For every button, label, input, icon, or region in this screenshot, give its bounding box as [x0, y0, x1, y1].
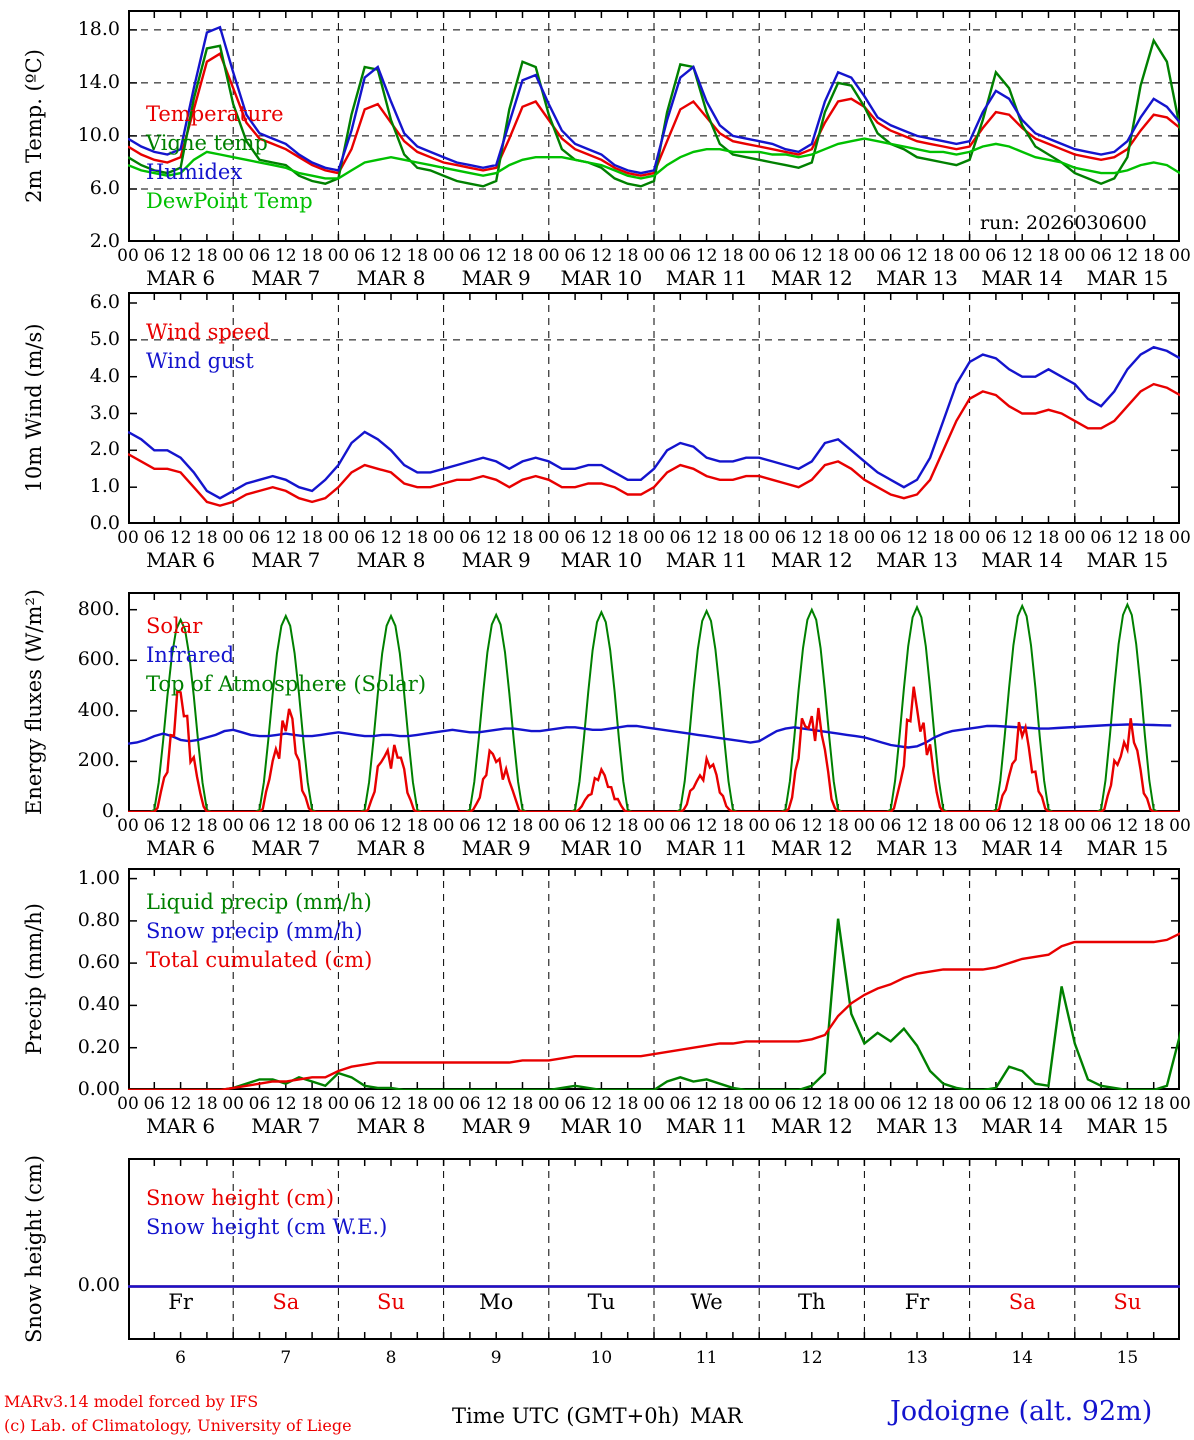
x-date-label: MAR 9	[461, 1114, 531, 1138]
legend-item: Wind speed	[146, 320, 271, 344]
bottom-day-label: Fr	[904, 1290, 930, 1314]
x-date-label: MAR 11	[665, 1114, 748, 1138]
x-hour-tick: 06	[774, 816, 797, 836]
bottom-day-label: Tu	[587, 1290, 616, 1314]
x-date-label: MAR 10	[560, 1114, 643, 1138]
x-hour-tick: 12	[590, 816, 613, 836]
x-hour-tick: 12	[906, 528, 928, 548]
temperature-panel	[128, 10, 1180, 242]
x-hour-tick: 06	[248, 528, 271, 548]
y-tick-label: 3.0	[89, 401, 120, 424]
y-tick-label: 1.0	[89, 475, 120, 498]
x-hour-tick: 06	[985, 246, 1007, 266]
x-hour-tick: 00	[327, 528, 350, 548]
x-hour-tick: 06	[353, 528, 376, 548]
x-hour-tick: 12	[1116, 246, 1139, 266]
x-date-label: MAR 14	[981, 548, 1064, 572]
x-hour-tick: 06	[669, 1094, 692, 1114]
x-date-label: MAR 13	[876, 1114, 958, 1138]
x-date-label: MAR 8	[356, 836, 426, 860]
x-hour-tick: 18	[1142, 816, 1165, 836]
footer-lab-credit: (c) Lab. of Climatology, University of Liege	[4, 1416, 352, 1435]
x-date-label: MAR 8	[356, 1114, 426, 1138]
x-date-label: MAR 11	[665, 836, 748, 860]
footer-model-credit: MARv3.14 model forced by IFS	[4, 1392, 259, 1411]
legend-item: Infrared	[146, 643, 235, 667]
x-hour-tick: 12	[1011, 1094, 1033, 1114]
x-hour-tick: 06	[1090, 246, 1112, 266]
x-hour-tick: 06	[459, 246, 481, 266]
y-tick-label: 10.0	[77, 123, 120, 146]
x-hour-tick: 00	[958, 1094, 981, 1114]
x-hour-tick: 06	[353, 1094, 376, 1114]
x-hour-tick: 00	[327, 816, 350, 836]
x-hour-tick: 18	[827, 246, 849, 266]
x-hour-tick: 06	[1090, 816, 1112, 836]
x-hour-tick: 06	[985, 816, 1007, 836]
x-hour-tick-row	[0, 528, 1194, 550]
x-hour-tick: 18	[406, 1094, 429, 1114]
bottom-day-number: 11	[695, 1348, 718, 1368]
x-date-label: MAR 15	[1086, 1114, 1169, 1138]
x-hour-tick: 18	[932, 816, 955, 836]
x-hour-tick: 18	[932, 1094, 955, 1114]
y-tick-label: 200.	[77, 749, 120, 772]
x-hour-tick-row	[0, 816, 1194, 838]
x-hour-tick: 12	[800, 1094, 823, 1114]
x-hour-tick: 00	[1063, 816, 1086, 836]
x-hour-tick: 18	[406, 528, 429, 548]
bottom-day-number: 13	[906, 1348, 928, 1368]
x-hour-tick: 12	[1116, 816, 1139, 836]
x-date-label: MAR 6	[146, 548, 216, 572]
bottom-day-label: Mo	[479, 1290, 514, 1314]
x-hour-tick: 06	[353, 816, 376, 836]
x-hour-tick: 12	[1011, 246, 1033, 266]
x-hour-tick: 06	[248, 246, 271, 266]
x-hour-tick: 00	[327, 246, 350, 266]
x-hour-tick: 18	[1037, 246, 1060, 266]
x-hour-tick: 00	[958, 816, 981, 836]
x-hour-tick: 00	[222, 1094, 244, 1114]
x-hour-tick: 18	[616, 1094, 639, 1114]
y-tick-label: 0.40	[77, 993, 120, 1016]
x-hour-tick: 12	[169, 1094, 192, 1114]
x-hour-tick: 00	[432, 246, 455, 266]
x-hour-tick: 18	[616, 246, 639, 266]
x-hour-tick: 06	[985, 1094, 1007, 1114]
x-hour-tick: 06	[1090, 528, 1112, 548]
x-hour-tick-row	[0, 1094, 1194, 1116]
x-date-label: MAR 15	[1086, 548, 1169, 572]
x-hour-tick: 12	[169, 816, 192, 836]
bottom-day-number: 14	[1011, 1348, 1033, 1368]
y-tick-label: 600.	[77, 648, 120, 671]
x-hour-tick: 18	[301, 816, 323, 836]
x-hour-tick: 18	[301, 246, 323, 266]
y-tick-label: 400.	[77, 698, 120, 721]
y-tick-label: 0.	[101, 800, 120, 822]
x-hour-tick: 18	[406, 816, 429, 836]
x-date-label: MAR 7	[251, 548, 321, 572]
bottom-day-label: Su	[377, 1290, 405, 1314]
y-tick-label: 2.0	[89, 438, 120, 461]
x-hour-tick: 18	[511, 528, 534, 548]
x-hour-tick: 06	[353, 246, 376, 266]
x-hour-tick: 00	[643, 1094, 665, 1114]
x-hour-tick: 00	[853, 816, 876, 836]
x-hour-tick: 12	[169, 246, 192, 266]
x-axis-title: Time UTC (GMT+0h)	[452, 1404, 680, 1428]
x-date-label: MAR 7	[251, 836, 321, 860]
x-hour-tick: 18	[722, 816, 744, 836]
legend-item: Solar	[146, 614, 203, 638]
x-hour-tick: 00	[327, 1094, 350, 1114]
x-hour-tick: 00	[853, 528, 876, 548]
x-hour-tick: 12	[1116, 528, 1139, 548]
x-date-label: MAR 14	[981, 266, 1064, 290]
x-hour-tick: 18	[511, 816, 534, 836]
y-axis-label: Snow height (cm)	[22, 1154, 46, 1344]
x-hour-tick: 00	[537, 1094, 560, 1114]
y-tick-label: 5.0	[89, 327, 120, 350]
legend-item: DewPoint Temp	[146, 189, 313, 213]
x-hour-tick: 00	[117, 246, 139, 266]
x-hour-tick: 00	[222, 816, 244, 836]
x-date-label: MAR 6	[146, 266, 216, 290]
x-hour-tick: 12	[485, 246, 507, 266]
x-hour-tick: 06	[564, 246, 586, 266]
y-tick-label: 4.0	[89, 364, 120, 387]
x-hour-tick: 18	[1142, 528, 1165, 548]
x-hour-tick: 00	[1169, 528, 1191, 548]
legend-item: Top of Atmosphere (Solar)	[146, 672, 427, 696]
x-hour-tick: 18	[1037, 816, 1060, 836]
x-hour-tick: 18	[301, 1094, 323, 1114]
x-hour-tick: 18	[196, 1094, 218, 1114]
x-hour-tick: 06	[1090, 1094, 1112, 1114]
x-date-label: MAR 8	[356, 266, 426, 290]
x-hour-tick: 18	[1142, 1094, 1165, 1114]
x-hour-tick: 06	[459, 1094, 481, 1114]
x-hour-tick: 00	[643, 246, 665, 266]
x-hour-tick: 12	[380, 528, 402, 548]
x-hour-tick: 00	[853, 246, 876, 266]
x-hour-tick: 18	[196, 528, 218, 548]
legend-item: Liquid precip (mm/h)	[146, 890, 372, 914]
energy-fluxes-panel	[128, 592, 1180, 812]
x-hour-tick: 00	[748, 528, 770, 548]
x-date-label: MAR 14	[981, 836, 1064, 860]
x-hour-tick: 18	[1037, 528, 1060, 548]
x-date-label: MAR 9	[461, 266, 531, 290]
y-tick-label: 0.20	[77, 1035, 120, 1058]
x-date-label: MAR 10	[560, 836, 643, 860]
bottom-day-number: 7	[280, 1348, 292, 1368]
y-tick-label: 800.	[77, 597, 120, 620]
bottom-day-number: 9	[490, 1348, 502, 1368]
x-hour-tick: 06	[669, 816, 692, 836]
bottom-day-number: 10	[590, 1348, 613, 1368]
x-hour-tick: 18	[932, 528, 955, 548]
x-hour-tick: 00	[643, 816, 665, 836]
x-hour-tick: 12	[906, 246, 928, 266]
x-hour-tick: 00	[643, 528, 665, 548]
legend-item: Temperature	[146, 102, 284, 126]
x-date-label: MAR 12	[770, 1114, 853, 1138]
x-hour-tick: 12	[169, 528, 192, 548]
x-hour-tick: 06	[248, 816, 271, 836]
x-hour-tick: 00	[748, 246, 770, 266]
x-date-label: MAR 6	[146, 1114, 216, 1138]
x-hour-tick: 06	[879, 1094, 902, 1114]
x-hour-tick: 00	[1169, 246, 1191, 266]
x-hour-tick: 00	[748, 1094, 770, 1114]
y-axis-label: 2m Temp. (ºC)	[22, 49, 46, 203]
x-hour-tick: 06	[985, 528, 1007, 548]
x-hour-tick: 00	[537, 816, 560, 836]
x-hour-tick: 18	[406, 246, 429, 266]
x-hour-tick: 00	[958, 246, 981, 266]
x-hour-tick: 12	[800, 246, 823, 266]
x-hour-tick: 12	[906, 1094, 928, 1114]
legend-item: Snow height (cm W.E.)	[146, 1215, 388, 1239]
x-hour-tick: 12	[485, 528, 507, 548]
bottom-day-label: Sa	[1008, 1290, 1036, 1314]
x-hour-tick: 18	[1037, 1094, 1060, 1114]
x-hour-tick: 12	[274, 1094, 297, 1114]
x-hour-tick: 00	[117, 816, 139, 836]
x-date-label: MAR 12	[770, 548, 853, 572]
x-hour-tick: 00	[222, 246, 244, 266]
x-hour-tick: 18	[616, 816, 639, 836]
x-date-label: MAR 9	[461, 548, 531, 572]
x-hour-tick: 18	[827, 528, 849, 548]
x-date-label: MAR 15	[1086, 266, 1169, 290]
x-hour-tick: 18	[722, 1094, 744, 1114]
y-tick-label: 6.0	[89, 176, 120, 199]
x-hour-tick: 18	[196, 816, 218, 836]
legend-item: Total cumulated (cm)	[146, 948, 373, 972]
legend-item: Snow height (cm)	[146, 1186, 335, 1210]
x-hour-tick: 06	[143, 528, 166, 548]
precip-panel	[128, 868, 1180, 1090]
x-date-label: MAR 11	[665, 266, 748, 290]
y-tick-label: 0.60	[77, 951, 120, 974]
y-tick-label: 14.0	[77, 70, 120, 93]
wind-panel	[128, 292, 1180, 524]
x-axis-month: MAR	[690, 1404, 743, 1428]
bottom-day-label: Fr	[168, 1290, 193, 1314]
x-hour-tick: 12	[1011, 816, 1033, 836]
y-axis-label: Energy fluxes (W/m²)	[22, 589, 46, 815]
x-hour-tick: 12	[380, 246, 402, 266]
bottom-day-label: We	[690, 1290, 723, 1314]
x-hour-tick: 00	[117, 1094, 139, 1114]
x-hour-tick: 06	[879, 246, 902, 266]
x-hour-tick-row	[0, 246, 1194, 268]
x-hour-tick: 12	[485, 1094, 507, 1114]
x-date-label: MAR 15	[1086, 836, 1169, 860]
x-date-label: MAR 10	[560, 266, 643, 290]
x-hour-tick: 12	[695, 816, 718, 836]
x-hour-tick: 12	[695, 246, 718, 266]
x-hour-tick: 18	[722, 246, 744, 266]
bottom-day-number: 8	[385, 1348, 397, 1368]
x-hour-tick: 12	[800, 816, 823, 836]
x-hour-tick: 18	[932, 246, 955, 266]
x-hour-tick: 00	[1063, 246, 1086, 266]
y-tick-label: 0.00	[77, 1274, 120, 1297]
y-tick-label: 0.0	[89, 512, 120, 534]
x-hour-tick: 06	[774, 246, 797, 266]
x-date-label: MAR 13	[876, 836, 958, 860]
x-hour-tick: 06	[774, 528, 797, 548]
x-hour-tick: 00	[1063, 528, 1086, 548]
x-hour-tick: 06	[143, 246, 166, 266]
y-tick-label: 0.80	[77, 908, 120, 931]
station-label: Jodoigne (alt. 92m)	[890, 1396, 1153, 1427]
bottom-day-label: Su	[1113, 1290, 1142, 1314]
x-hour-tick: 18	[511, 246, 534, 266]
x-hour-tick: 00	[222, 528, 244, 548]
x-hour-tick: 12	[800, 528, 823, 548]
x-hour-tick: 12	[380, 816, 402, 836]
x-hour-tick: 06	[669, 246, 692, 266]
x-hour-tick: 18	[511, 1094, 534, 1114]
x-hour-tick: 12	[485, 816, 507, 836]
y-tick-label: 6.0	[89, 291, 120, 314]
x-hour-tick: 00	[432, 1094, 455, 1114]
run-label: run: 2026030600	[980, 212, 1147, 234]
x-hour-tick: 00	[748, 816, 770, 836]
x-hour-tick: 06	[459, 528, 481, 548]
y-tick-label: 1.00	[77, 866, 120, 889]
x-date-label: MAR 8	[356, 548, 426, 572]
x-date-label: MAR 12	[770, 266, 853, 290]
legend-item: Wind gust	[146, 349, 254, 373]
x-hour-tick: 06	[774, 1094, 797, 1114]
bottom-day-number: 6	[175, 1348, 186, 1368]
x-hour-tick: 06	[879, 528, 902, 548]
legend-item: Humidex	[146, 160, 243, 184]
y-tick-label: 0.00	[77, 1078, 120, 1100]
bottom-day-number: 15	[1116, 1348, 1139, 1368]
y-axis-label: Precip (mm/h)	[22, 902, 46, 1056]
x-date-label: MAR 6	[146, 836, 216, 860]
x-hour-tick: 00	[853, 1094, 876, 1114]
x-hour-tick: 12	[274, 528, 297, 548]
x-hour-tick: 12	[1116, 1094, 1139, 1114]
x-hour-tick: 12	[274, 816, 297, 836]
x-hour-tick: 06	[459, 816, 481, 836]
x-hour-tick: 12	[590, 1094, 613, 1114]
x-date-label: MAR 7	[251, 266, 321, 290]
x-date-label: MAR 7	[251, 1114, 321, 1138]
x-hour-tick: 00	[432, 528, 455, 548]
legend-item: Snow precip (mm/h)	[146, 919, 363, 943]
y-axis-label: 10m Wind (m/s)	[22, 323, 46, 493]
x-hour-tick: 00	[117, 528, 139, 548]
x-hour-tick: 18	[301, 528, 323, 548]
x-hour-tick: 18	[616, 528, 639, 548]
x-hour-tick: 00	[958, 528, 981, 548]
x-hour-tick: 06	[564, 528, 586, 548]
x-hour-tick: 06	[564, 816, 586, 836]
x-date-label: MAR 12	[770, 836, 853, 860]
bottom-day-label: Th	[798, 1290, 826, 1314]
x-hour-tick: 00	[537, 528, 560, 548]
x-date-label: MAR 9	[461, 836, 531, 860]
x-hour-tick: 06	[143, 1094, 166, 1114]
x-date-label: MAR 13	[876, 266, 958, 290]
x-hour-tick: 00	[537, 246, 560, 266]
x-hour-tick: 12	[590, 528, 613, 548]
x-hour-tick: 18	[827, 1094, 849, 1114]
bottom-day-number: 12	[800, 1348, 823, 1368]
y-tick-label: 18.0	[77, 17, 120, 40]
x-hour-tick: 12	[906, 816, 928, 836]
x-hour-tick: 06	[564, 1094, 586, 1114]
x-date-label: MAR 10	[560, 548, 643, 572]
y-tick-label: 2.0	[89, 230, 120, 252]
x-hour-tick: 18	[827, 816, 849, 836]
x-hour-tick: 12	[590, 246, 613, 266]
x-hour-tick: 00	[1169, 816, 1191, 836]
x-hour-tick: 18	[196, 246, 218, 266]
x-hour-tick: 12	[274, 246, 297, 266]
x-hour-tick: 18	[1142, 246, 1165, 266]
x-hour-tick: 12	[695, 1094, 718, 1114]
x-hour-tick: 00	[1063, 1094, 1086, 1114]
x-hour-tick: 12	[695, 528, 718, 548]
x-hour-tick: 00	[432, 816, 455, 836]
x-hour-tick: 12	[380, 1094, 402, 1114]
x-date-label: MAR 14	[981, 1114, 1064, 1138]
x-hour-tick: 12	[1011, 528, 1033, 548]
x-hour-tick: 06	[669, 528, 692, 548]
legend-item: Vigne temp	[146, 131, 268, 155]
x-hour-tick: 18	[722, 528, 744, 548]
x-hour-tick: 06	[248, 1094, 271, 1114]
x-date-label: MAR 13	[876, 548, 958, 572]
x-date-label: MAR 11	[665, 548, 748, 572]
bottom-day-label: Sa	[272, 1290, 300, 1314]
x-hour-tick: 06	[143, 816, 166, 836]
x-hour-tick: 00	[1169, 1094, 1191, 1114]
x-hour-tick: 06	[879, 816, 902, 836]
